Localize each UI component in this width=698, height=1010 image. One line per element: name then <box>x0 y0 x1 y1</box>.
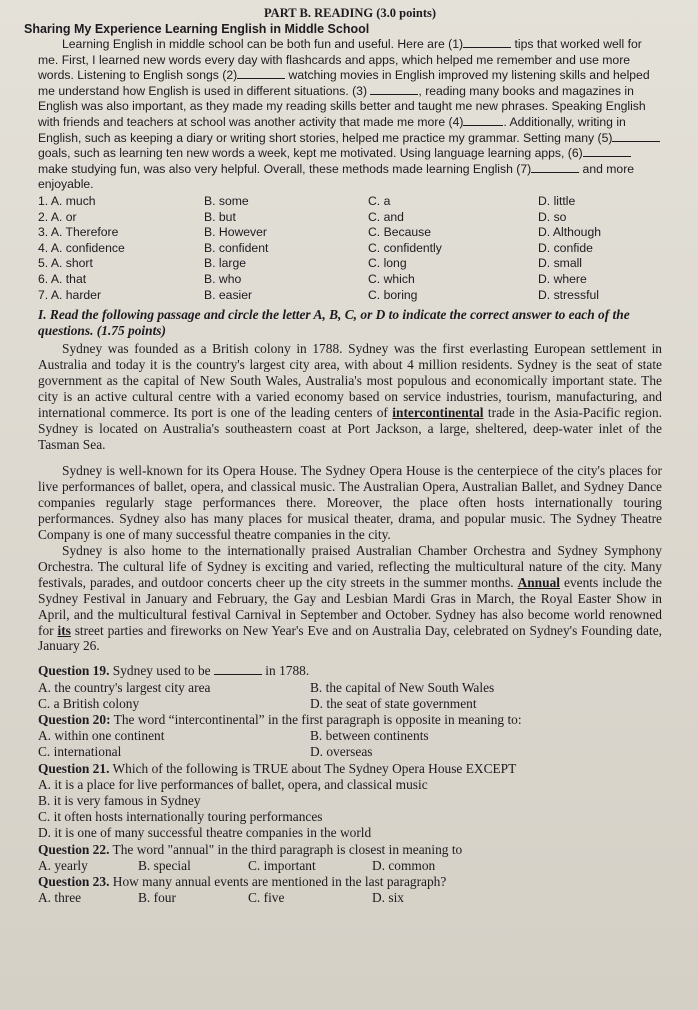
option[interactable]: B. However <box>204 225 267 240</box>
key-word-annual: Annual <box>517 574 560 590</box>
option[interactable]: B. but <box>204 209 236 224</box>
blank-3 <box>370 84 418 95</box>
option[interactable]: C. Because <box>368 225 432 240</box>
reading-text: Sydney is also home to the internationally praised Australian Chamber Orchestra and Sydney Symphony Orchestra. The cultural life of Sydney is exciting and varied, reflecting the multicultural nature of the city. Many festivals, parades, and outdoor concerts cheer up the city streets in the summer months. <box>38 542 662 590</box>
option[interactable]: D. so <box>538 209 567 224</box>
option[interactable]: B. it is very famous in Sydney <box>38 792 201 808</box>
option[interactable]: D. Although <box>538 225 602 240</box>
cloze-passage <box>38 37 662 193</box>
question-label: Question 20: <box>38 711 111 727</box>
question-label: Question 21. <box>38 760 110 776</box>
question-21 <box>38 761 662 842</box>
option[interactable]: C. international <box>38 744 122 760</box>
option[interactable]: 7. A. harder <box>38 287 102 302</box>
option[interactable]: 5. A. short <box>38 256 93 271</box>
question-stem: Which of the following is TRUE about The Sydney Opera House EXCEPT <box>109 760 517 776</box>
blank-7 <box>531 162 579 173</box>
part-title: PART B. READING (3.0 points) <box>263 6 437 20</box>
answer-blank <box>214 664 262 675</box>
option[interactable]: 3. A. Therefore <box>38 225 119 240</box>
option[interactable]: D. common <box>372 857 436 873</box>
question-label: Question 23. <box>38 873 110 889</box>
question-19 <box>38 663 662 712</box>
option[interactable]: C. it often hosts internationally touring performances <box>38 809 323 825</box>
option[interactable]: B. easier <box>204 287 253 302</box>
option[interactable]: C. important <box>248 857 316 873</box>
question-stem: The word “intercontinental” in the first paragraph is opposite in meaning to: <box>110 711 522 727</box>
option[interactable]: C. which <box>368 271 415 286</box>
option[interactable]: B. large <box>204 256 247 271</box>
key-word-its: its <box>57 622 71 638</box>
option[interactable]: D. it is one of many successful theatre companies in the world <box>38 825 372 841</box>
option[interactable]: D. small <box>538 256 583 271</box>
option[interactable]: D. overseas <box>310 744 373 760</box>
option[interactable]: B. four <box>138 890 176 906</box>
option[interactable]: B. some <box>204 193 249 208</box>
question-22 <box>38 842 662 874</box>
reading-text: events include the Sydney Festival in January and February, the Gay and Lesbian Mardi Gras in March, the Royal Easter Show in April, and the multicultural festival Carnival in September and October. Sydney has also become world renowned for <box>38 574 662 638</box>
reading-text: Sydney was founded as a British colony in 1788. Sydney was the first everlasting European settlement in Australia and today it is the country's largest city area, with about 4 million residents. Sydney is the seat of state government as the capital of New South Wales, Australia's most populous and economically important state. The city is an active cultural centre with a varied economy based on service industries, tourism, manufacturing, and international commerce. Its port is one of the leading centers of <box>38 341 662 420</box>
option[interactable]: D. confide <box>538 240 593 255</box>
option[interactable]: C. and <box>368 209 404 224</box>
key-word-intercontinental: intercontinental <box>392 404 484 420</box>
option[interactable]: A. three <box>38 890 82 906</box>
passage-text: tips that worked well for me. First, I learned new words every day with flashcards and apps, which helped me remember and use more words. Listening to English songs (2) <box>38 37 642 83</box>
question-stem: in 1788. <box>261 663 310 679</box>
passage-text: goals, such as learning ten new words a week, kept me motivated. Using language learning apps, (6) <box>38 146 583 161</box>
reading-paragraph-1 <box>38 341 662 452</box>
option[interactable]: C. boring <box>368 287 418 302</box>
question-20 <box>38 712 662 761</box>
passage-text: . Additionally, writing in English, such as keeping a diary or writing short stories, helped me practice my grammar. Setting many (5) <box>38 114 626 145</box>
option[interactable]: B. who <box>204 271 242 286</box>
option[interactable]: A. the country's largest city area <box>38 679 211 695</box>
question-label: Question 22. <box>38 841 110 857</box>
option[interactable]: A. within one continent <box>38 728 165 744</box>
reading-paragraph-3 <box>38 543 662 654</box>
cloze-options <box>38 194 662 303</box>
blank-1 <box>463 37 511 48</box>
option[interactable]: B. between continents <box>310 728 429 744</box>
option[interactable]: B. special <box>138 857 191 873</box>
question-23 <box>38 874 662 906</box>
section-instruction: I. Read the following passage and circle the letter A, B, C, or D to indicate the correct answer to each of the questions. (1.75 points) <box>38 307 630 339</box>
option[interactable]: 6. A. that <box>38 271 87 286</box>
option[interactable]: D. stressful <box>538 287 599 302</box>
question-stem: How many annual events are mentioned in the last paragraph? <box>109 873 447 889</box>
option[interactable]: 1. A. much <box>38 193 96 208</box>
passage-text: Learning English in middle school can be both fun and useful. Here are (1) <box>62 37 464 51</box>
reading-paragraph-2: Sydney is well-known for its Opera House. The Sydney Opera House is the centerpiece of the city's places for live performances of ballet, opera, and classical music. The Australian Opera, Australian Ballet, and Sydney Dance companies regularly stage performances there. Moreover, the place often hosts internationally touring performances. Sydney also has many places for musical theater, drama, and popular music. The Sydney Theatre Company is one of many successful theatre companies in the city. <box>38 463 662 543</box>
reading-text: trade in the Asia-Pacific region. Sydney is located on Australia's southeastern coast at Port Jackson, a large, sheltered, deep-water inlet of the Tasman Sea. <box>38 404 663 452</box>
passage-title: Sharing My Experience Learning English in Middle School <box>24 22 370 36</box>
option[interactable]: D. little <box>538 193 576 208</box>
option[interactable]: A. yearly <box>38 857 88 873</box>
blank-5 <box>612 131 660 142</box>
option[interactable]: B. confident <box>204 240 269 255</box>
passage-text: , reading many books and magazines in English was also important, as they made my reading skills better and taught me new phrases. Speaking English with friends and teachers at school was another activity that made me more (4) <box>38 83 646 129</box>
question-stem: Sydney used to be <box>109 663 214 679</box>
option[interactable]: C. long <box>368 256 407 271</box>
passage-text: and more enjoyable. <box>38 161 635 192</box>
passage-text: make studying fun, was also very helpful. Overall, these methods made learning English (7) <box>38 161 532 176</box>
option[interactable]: C. a British colony <box>38 695 140 711</box>
option[interactable]: C. a <box>368 193 391 208</box>
question-stem: The word "annual" in the third paragraph is closest in meaning to <box>109 841 463 857</box>
blank-6 <box>583 146 631 157</box>
blank-2 <box>237 68 285 79</box>
option[interactable]: 4. A. confidence <box>38 240 125 255</box>
option[interactable]: D. six <box>372 890 404 906</box>
option[interactable]: A. it is a place for live performances of ballet, opera, and classical music <box>38 776 428 792</box>
question-label: Question 19. <box>38 663 110 679</box>
option[interactable]: C. five <box>248 890 285 906</box>
option[interactable]: C. confidently <box>368 240 442 255</box>
option[interactable]: B. the capital of New South Wales <box>310 679 495 695</box>
questions <box>38 663 662 906</box>
passage-text: watching movies in English improved my listening skills and helped me understand how English is used in different situations. (3) <box>38 68 650 98</box>
option[interactable]: D. the seat of state government <box>310 695 477 711</box>
option[interactable]: D. where <box>538 271 587 286</box>
blank-4 <box>463 115 503 126</box>
reading-text: street parties and fireworks on New Year's Eve and on Australia Day, celebrated on Sydney's Founding date, January 26. <box>38 622 662 654</box>
option[interactable]: 2. A. or <box>38 209 77 224</box>
